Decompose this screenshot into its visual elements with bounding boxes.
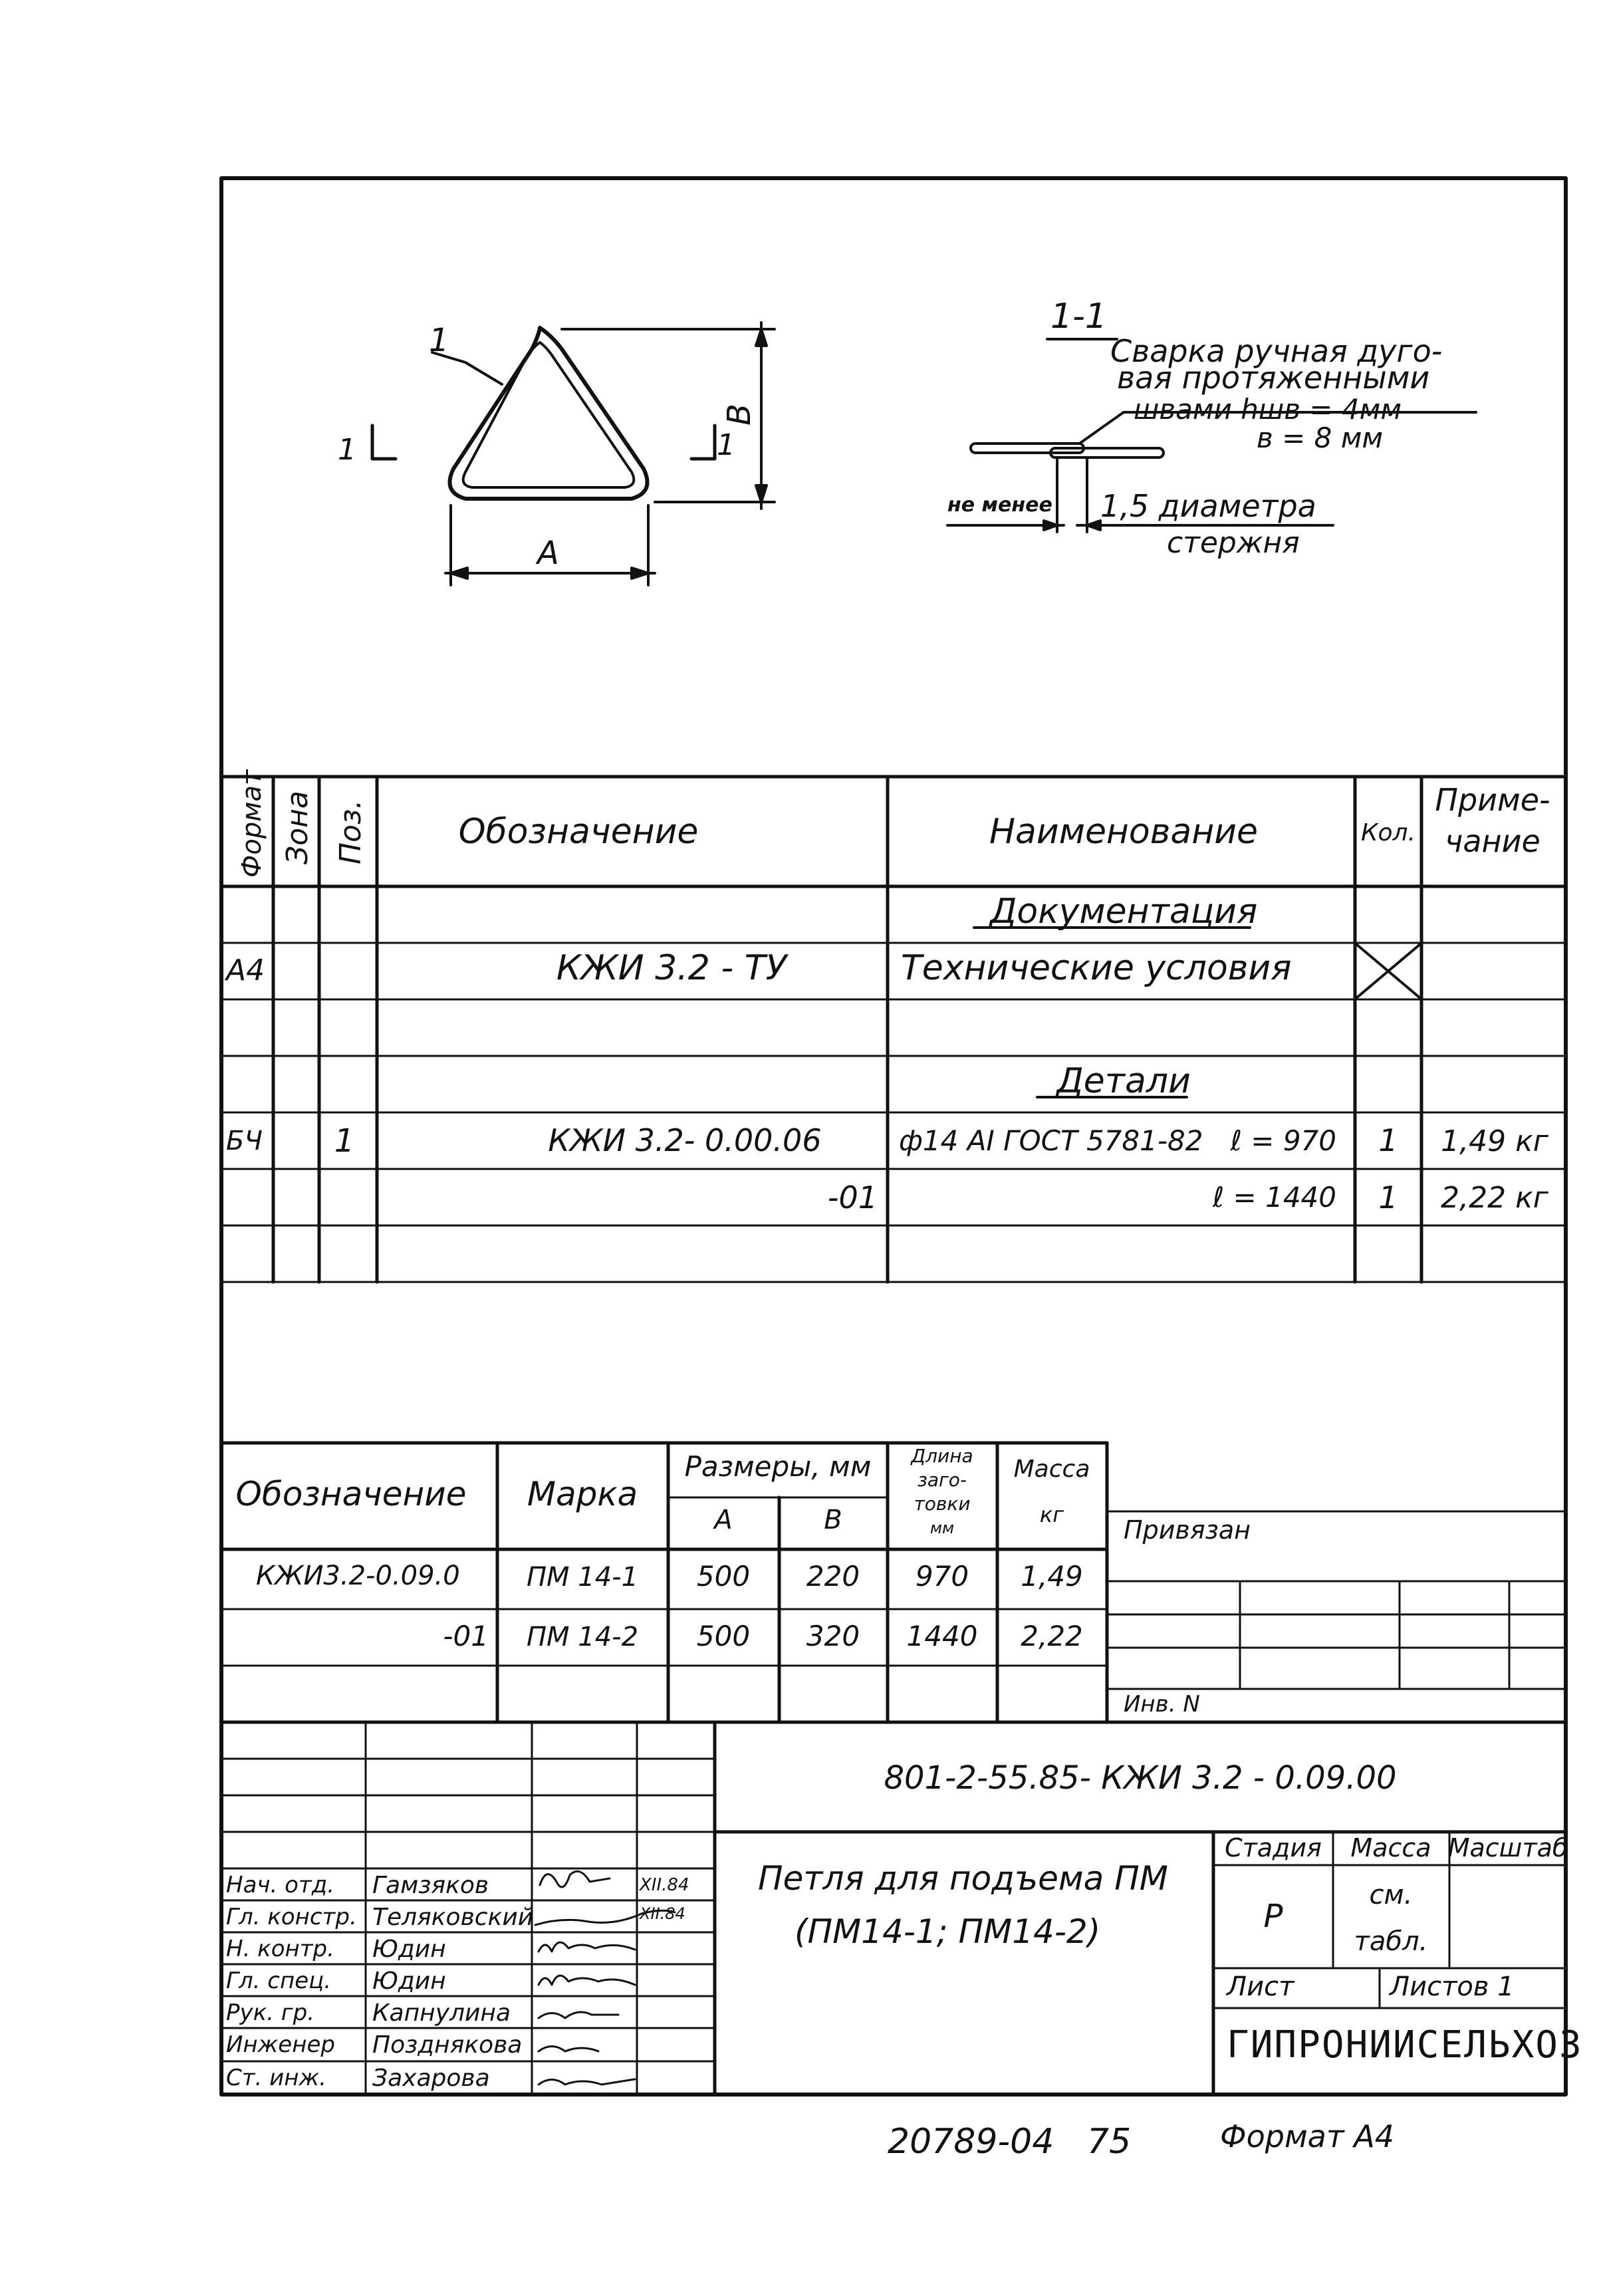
footer-number: 20789-04 xyxy=(888,2122,1054,2162)
mass-value-line1: см. xyxy=(1369,1880,1413,1910)
drawing-title-line2: (ПМ14-1; ПМ14-2) xyxy=(795,1912,1101,1951)
sheet-label: Лист xyxy=(1227,1972,1294,2002)
dims-header-designation: Обозначение xyxy=(235,1475,467,1513)
dims-header-b: В xyxy=(824,1505,842,1535)
dims-row1-mark: ПМ 14-1 xyxy=(526,1562,639,1593)
row-part2-note: 2,22 кг xyxy=(1441,1181,1548,1215)
row-part1-pos: 1 xyxy=(334,1122,355,1160)
row-part1-qty: 1 xyxy=(1378,1122,1398,1158)
inv-label: Инв. N xyxy=(1124,1691,1200,1718)
sig-name-1: Гамзяков xyxy=(372,1872,489,1899)
dims-row2-mass: 2,22 xyxy=(1021,1620,1083,1652)
weld-note-line4: в = 8 мм xyxy=(1257,422,1384,454)
scale-header: Масштаб xyxy=(1447,1833,1568,1862)
stage-header: Стадия xyxy=(1225,1833,1322,1862)
sig-name-2: Теляковский xyxy=(372,1904,534,1931)
sig-role-3: Н. контр. xyxy=(226,1936,334,1962)
sig-name-4: Юдин xyxy=(372,1968,446,1995)
sig-role-2: Гл. констр. xyxy=(226,1904,357,1930)
spec-table-lines xyxy=(221,777,1566,1282)
section-mark-left xyxy=(372,426,396,459)
dims-header-a: А xyxy=(714,1505,733,1535)
dims-row2-designation: -01 xyxy=(443,1620,489,1652)
length-note-line1: 1,5 диаметра xyxy=(1100,488,1316,524)
row-part1-name-left: ф14 АI ГОСТ 5781-82 xyxy=(899,1124,1203,1157)
row-docs-format: А4 xyxy=(226,954,265,987)
sig-role-7: Ст. инж. xyxy=(226,2065,326,2091)
row-part1-format: БЧ xyxy=(226,1126,263,1156)
header-qty: Кол. xyxy=(1360,819,1416,846)
dim-a-label: А xyxy=(537,535,559,572)
dims-header-mass-line2: кг xyxy=(1039,1502,1064,1527)
header-note-line2: чание xyxy=(1445,823,1540,859)
dims-header-sizes: Размеры, мм xyxy=(684,1450,872,1483)
footer-page: 75 xyxy=(1087,2122,1132,2162)
row-docs-name: Технические условия xyxy=(901,948,1292,988)
dims-header-mark: Марка xyxy=(527,1475,638,1513)
row-docs-designation: КЖИ 3.2 - ТУ xyxy=(556,948,787,988)
dims-header-blank-line1: Длина xyxy=(911,1445,973,1467)
dims-row1-mass: 1,49 xyxy=(1021,1560,1083,1593)
sig-date-2: XII.84 xyxy=(640,1904,685,1923)
sig-role-6: Инженер xyxy=(226,2031,335,2058)
handwritten-signatures xyxy=(535,1871,675,2085)
sig-name-3: Юдин xyxy=(372,1936,446,1963)
section-marker-left: 1 xyxy=(338,433,356,467)
section-parts: Детали xyxy=(1056,1061,1191,1101)
dims-row2-b: 320 xyxy=(806,1620,860,1652)
drawing-code: 801-2-55.85- КЖИ 3.2 - 0.09.00 xyxy=(884,1759,1397,1797)
header-name: Наименование xyxy=(989,812,1259,852)
dims-row1-a: 500 xyxy=(696,1560,751,1593)
dims-header-blank-line4: мм xyxy=(929,1519,955,1537)
sig-role-5: Рук. гр. xyxy=(226,1999,315,2026)
weld-note-line2: вая протяженными xyxy=(1117,360,1430,396)
sig-name-6: Позднякова xyxy=(372,2031,523,2059)
drawing-title-line1: Петля для подъема ПМ xyxy=(758,1859,1168,1898)
loop-triangle xyxy=(449,328,647,499)
mass-header: Масса xyxy=(1350,1833,1431,1862)
dims-row2-a: 500 xyxy=(696,1620,751,1652)
section-marker-right: 1 xyxy=(717,428,735,462)
row-part2-name-right: ℓ = 1440 xyxy=(1212,1181,1336,1213)
row-part1-designation: КЖИ 3.2- 0.00.06 xyxy=(548,1122,822,1158)
weld-note-line1: Сварка ручная дуго- xyxy=(1110,333,1443,369)
dims-row1-length: 970 xyxy=(915,1560,969,1593)
header-format: Формат xyxy=(237,769,267,878)
row-part2-qty: 1 xyxy=(1378,1180,1398,1215)
dims-row2-mark: ПМ 14-2 xyxy=(526,1622,639,1652)
dims-header-mass-line1: Масса xyxy=(1013,1456,1090,1483)
position-label: 1 xyxy=(429,322,449,359)
dims-header-blank-line2: заго- xyxy=(918,1469,967,1491)
section-mark-right xyxy=(691,426,715,459)
sig-role-1: Нач. отд. xyxy=(226,1872,335,1898)
sheets-label: Листов 1 xyxy=(1390,1972,1515,2002)
dims-row2-length: 1440 xyxy=(906,1620,978,1652)
row-part2-designation: -01 xyxy=(827,1180,878,1215)
dim-b-label: В xyxy=(721,404,758,426)
sig-date-1: XII.84 xyxy=(640,1875,689,1895)
min-label: не менее xyxy=(947,493,1052,517)
bound-label: Привязан xyxy=(1124,1515,1251,1545)
mass-value-line2: табл. xyxy=(1354,1926,1428,1957)
sheet-frame xyxy=(221,178,1566,2095)
dims-row1-designation: КЖИ3.2-0.09.0 xyxy=(256,1561,460,1591)
header-pos: Поз. xyxy=(334,799,368,864)
weld-note-line3: швами hшв = 4мм xyxy=(1134,393,1402,426)
row-part1-name-right: ℓ = 970 xyxy=(1230,1124,1336,1157)
header-note-line1: Приме- xyxy=(1435,782,1550,818)
stage-value: Р xyxy=(1263,1898,1283,1935)
organization: ГИПРОНИИСЕЛЬХОЗ xyxy=(1227,2023,1583,2067)
header-designation: Обозначение xyxy=(458,812,699,852)
row-part1-note: 1,49 кг xyxy=(1441,1124,1548,1158)
section-docs: Документация xyxy=(989,892,1258,932)
sig-role-4: Гл. спец. xyxy=(226,1968,332,1994)
footer-format: Формат А4 xyxy=(1220,2118,1394,2154)
sig-name-7: Захарова xyxy=(372,2065,490,2092)
sig-name-5: Капнулина xyxy=(372,1999,511,2027)
length-note-line2: стержня xyxy=(1167,526,1300,560)
dims-header-blank-line3: товки xyxy=(914,1493,971,1515)
dims-row1-b: 220 xyxy=(806,1560,860,1593)
section-label: 1-1 xyxy=(1050,297,1107,336)
header-zone: Зона xyxy=(281,791,314,864)
